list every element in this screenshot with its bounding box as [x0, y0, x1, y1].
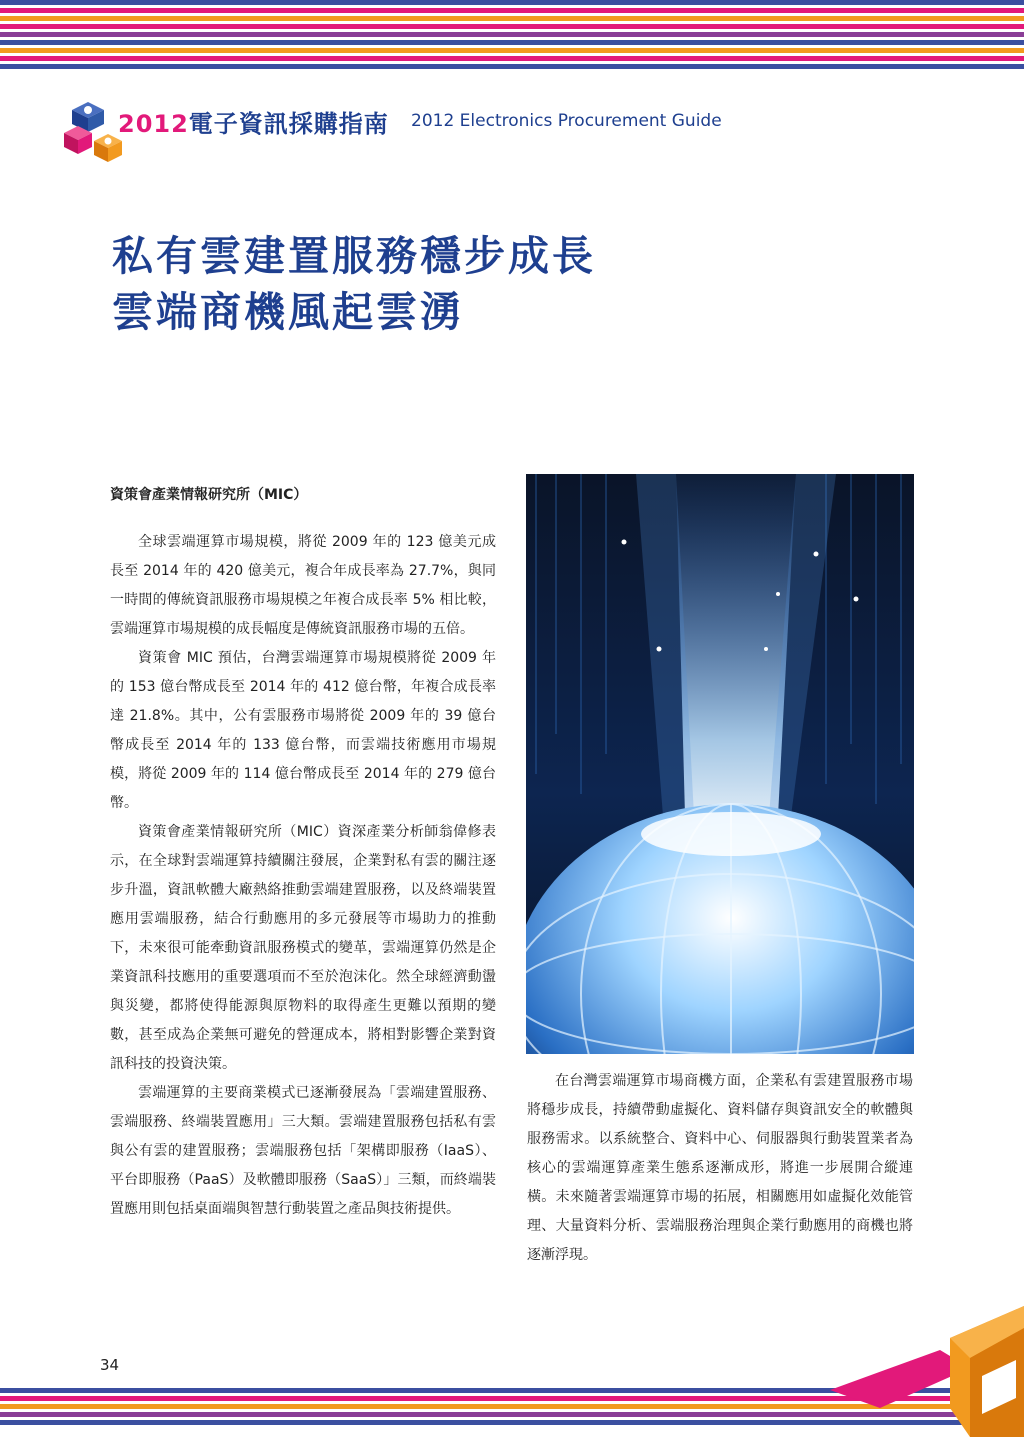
corner-cube-icon: [820, 1298, 1024, 1437]
author-byline: 資策會產業情報研究所（MIC）: [110, 487, 308, 503]
logo-title: 電子資訊採購指南: [188, 110, 389, 138]
logo-english-title: 2012 Electronics Procurement Guide: [411, 111, 722, 131]
article-title-line2: 雲端商機風起雲湧: [112, 288, 464, 336]
page-number: 34: [100, 1356, 120, 1374]
logo-year: 2012: [118, 110, 189, 138]
globe-hero-image: [526, 474, 914, 1054]
paragraph-1: 全球雲端運算市場規模，將從 2009 年的 123 億美元成長至 2014 年的 420 億美元，複合年成長率為 27.7%，與同一時間的傳統資訊服務市場規模之年複合成長率 5% 相比較，雲端運算市場規模的成長幅度是傳統資訊服務市場的五倍。: [110, 534, 496, 637]
paragraph-4: 雲端運算的主要商業模式已逐漸發展為「雲端建置服務、雲端服務、終端裝置應用」三大類。雲端建置服務包括私有雲與公有雲的建置服務；雲端服務包括「架構即服務（IaaS）、平台即服務（PaaS）及軟體即服務（SaaS）」三類，而終端裝置應用則包括桌面端與智慧行動裝置之產品與技術提供。: [110, 1085, 496, 1217]
paragraph-5: 在台灣雲端運算市場商機方面，企業私有雲建置服務市場將穩步成長，持續帶動虛擬化、資料儲存與資訊安全的軟體與服務需求。以系統整合、資料中心、伺服器與行動裝置業者為核心的雲端運算產業生態系逐漸成形，將進一步展開合縱連橫。未來隨著雲端運算市場的拓展，相關應用如虛擬化效能管理、大量資料分析、雲端服務治理與企業行動應用的商機也將逐漸浮現。: [527, 1073, 913, 1263]
article-title-line1: 私有雲建置服務穩步成長: [112, 232, 596, 280]
right-column: [527, 1067, 913, 1270]
logo-text: [118, 104, 389, 139]
left-column: [110, 528, 496, 1224]
top-stripe-band: [0, 0, 1024, 72]
article-title: [112, 228, 596, 340]
paragraph-3: 資策會產業情報研究所（MIC）資深產業分析師翁偉修表示，在全球對雲端運算持續關注發展，企業對私有雲的關注逐步升溫，資訊軟體大廠熱絡推動雲端建置服務，以及終端裝置應用雲端服務，結合行動應用的多元發展等市場助力的推動下，未來很可能牽動資訊服務模式的變革，雲端運算仍然是企業資訊科技應用的重要選項而不至於泡沫化。然全球經濟動盪與災變，都將使得能源與原物料的取得產生更難以預期的變數，甚至成為企業無可避免的營運成本，將相對影響企業對資訊科技的投資決策。: [110, 824, 496, 1072]
paragraph-2: 資策會 MIC 預估，台灣雲端運算市場規模將從 2009 年的 153 億台幣成長至 2014 年的 412 億台幣，年複合成長率達 21.8%。其中，公有雲服務市場將從 2009 年的 39 億台幣成長至 2014 年的 133 億台幣，而雲端技術應用市場規模，將從 2009 年的 114 億台幣成長至 2014 年的 279 億台幣。: [110, 650, 496, 811]
